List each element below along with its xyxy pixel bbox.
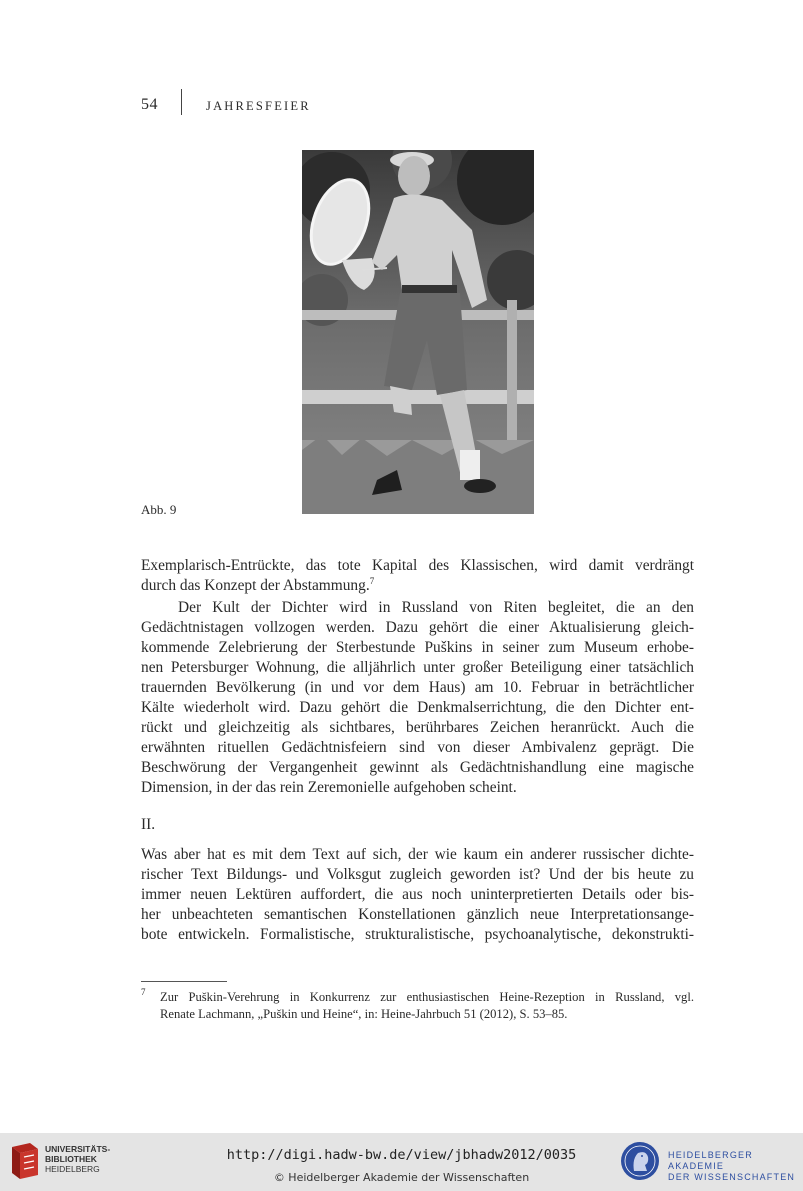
- paragraph-line: Dimension, in der das rein Zeremonielle aufgehoben scheint.: [141, 779, 517, 796]
- footnote-divider: [141, 981, 227, 982]
- paragraph-line: her unbeachteten semantischen Konstellationen gänzlich neue Interpretationsange-: [141, 906, 694, 923]
- paragraph-line: trauernden Bevölkerung (in und vor dem Haus) am 10. Februar in beträchtlicher: [141, 679, 694, 696]
- academy-logo-text[interactable]: [668, 1150, 803, 1183]
- footnote-reference[interactable]: 7: [369, 576, 375, 586]
- footnote-line: Renate Lachmann, „Puškin und Heine“, in: Heine-Jahrbuch 51 (2012), S. 53–85.: [160, 1007, 568, 1021]
- logo-line: HEIDELBERG: [45, 1164, 100, 1174]
- paragraph-line: nen Petersburger Wohnung, die alljährlich unter großer Beteiligung einer tatsächlich: [141, 659, 694, 676]
- paragraph-line: Gedächtnistagen vollzogen werden. Dazu gehört die einer Aktualisierung gleich-: [141, 619, 694, 636]
- figure-caption: Abb. 9: [141, 502, 177, 517]
- logo-line: BIBLIOTHEK: [45, 1154, 97, 1164]
- logo-line: DER WISSENSCHAFTEN: [668, 1172, 796, 1182]
- paragraph-line: immer neuen Lektüren auffordert, die aus noch uninterpretierten Details oder bis-: [141, 886, 694, 903]
- section-heading: II.: [141, 816, 156, 833]
- figure-photograph: [302, 150, 534, 514]
- logo-line: UNIVERSITÄTS-: [45, 1144, 111, 1154]
- paragraph-line: Was aber hat es mit dem Text auf sich, der wie kaum ein anderer russischer dichte-: [141, 846, 694, 863]
- paragraph-line: [141, 576, 694, 596]
- paragraph-line: Kälte wiederholt wird. Dazu gehört die Denkmalserrichtung, die den Dichter ent-: [141, 699, 694, 716]
- paragraph-line: kommende Zelebrierung der Sterbestunde Puškins in seiner zum Museum erhobe-: [141, 639, 694, 656]
- footnote-mark: 7: [141, 987, 146, 997]
- paragraph-line: erwähnten rituellen Gedächtnisfeiern sind von dieser Ambivalenz geprägt. Die: [141, 739, 694, 756]
- footnote-line: Zur Puškin-Verehrung in Konkurrenz zur enthusiastischen Heine-Rezeption in Russland, vgl.: [160, 990, 694, 1004]
- copyright-notice: © Heidelberger Akademie der Wissenschaften: [273, 1171, 530, 1184]
- running-head-divider: [181, 89, 182, 115]
- paragraph-line: rischer Text Bildungs- und Volksgut zugleich geworden ist? Und der bis heute zu: [141, 866, 694, 883]
- running-head-title: JAHRESFEIER: [206, 99, 311, 113]
- paragraph-line: rückt und gleichzeitig als sichtbares, berührbares Zeichen heranrückt. Auch die: [141, 719, 694, 736]
- paragraph-line: Beschwörung der Vergangenheit gewinnt als Gedächtnishandlung eine magische: [141, 759, 694, 776]
- paragraph-line: bote entwickeln. Formalistische, strukturalistische, psychoanalytische, dekonstrukti-: [141, 926, 694, 943]
- photo-illustration: [302, 150, 534, 514]
- logo-line: HEIDELBERGER AKADEMIE: [668, 1150, 753, 1171]
- viewer-footer: [0, 1133, 803, 1191]
- paragraph-line: Exemplarisch-Entrückte, das tote Kapital des Klassischen, wird damit verdrängt: [141, 557, 694, 574]
- academy-seal-icon[interactable]: [620, 1141, 660, 1181]
- page-number: 54: [141, 96, 158, 113]
- paragraph-line-text: durch das Konzept der Abstammung.: [141, 577, 370, 594]
- permalink-url[interactable]: http://digi.hadw-bw.de/view/jbhadw2012/0035: [226, 1147, 577, 1163]
- paragraph-line: Der Kult der Dichter wird in Russland von Riten begleitet, die an den: [178, 599, 694, 616]
